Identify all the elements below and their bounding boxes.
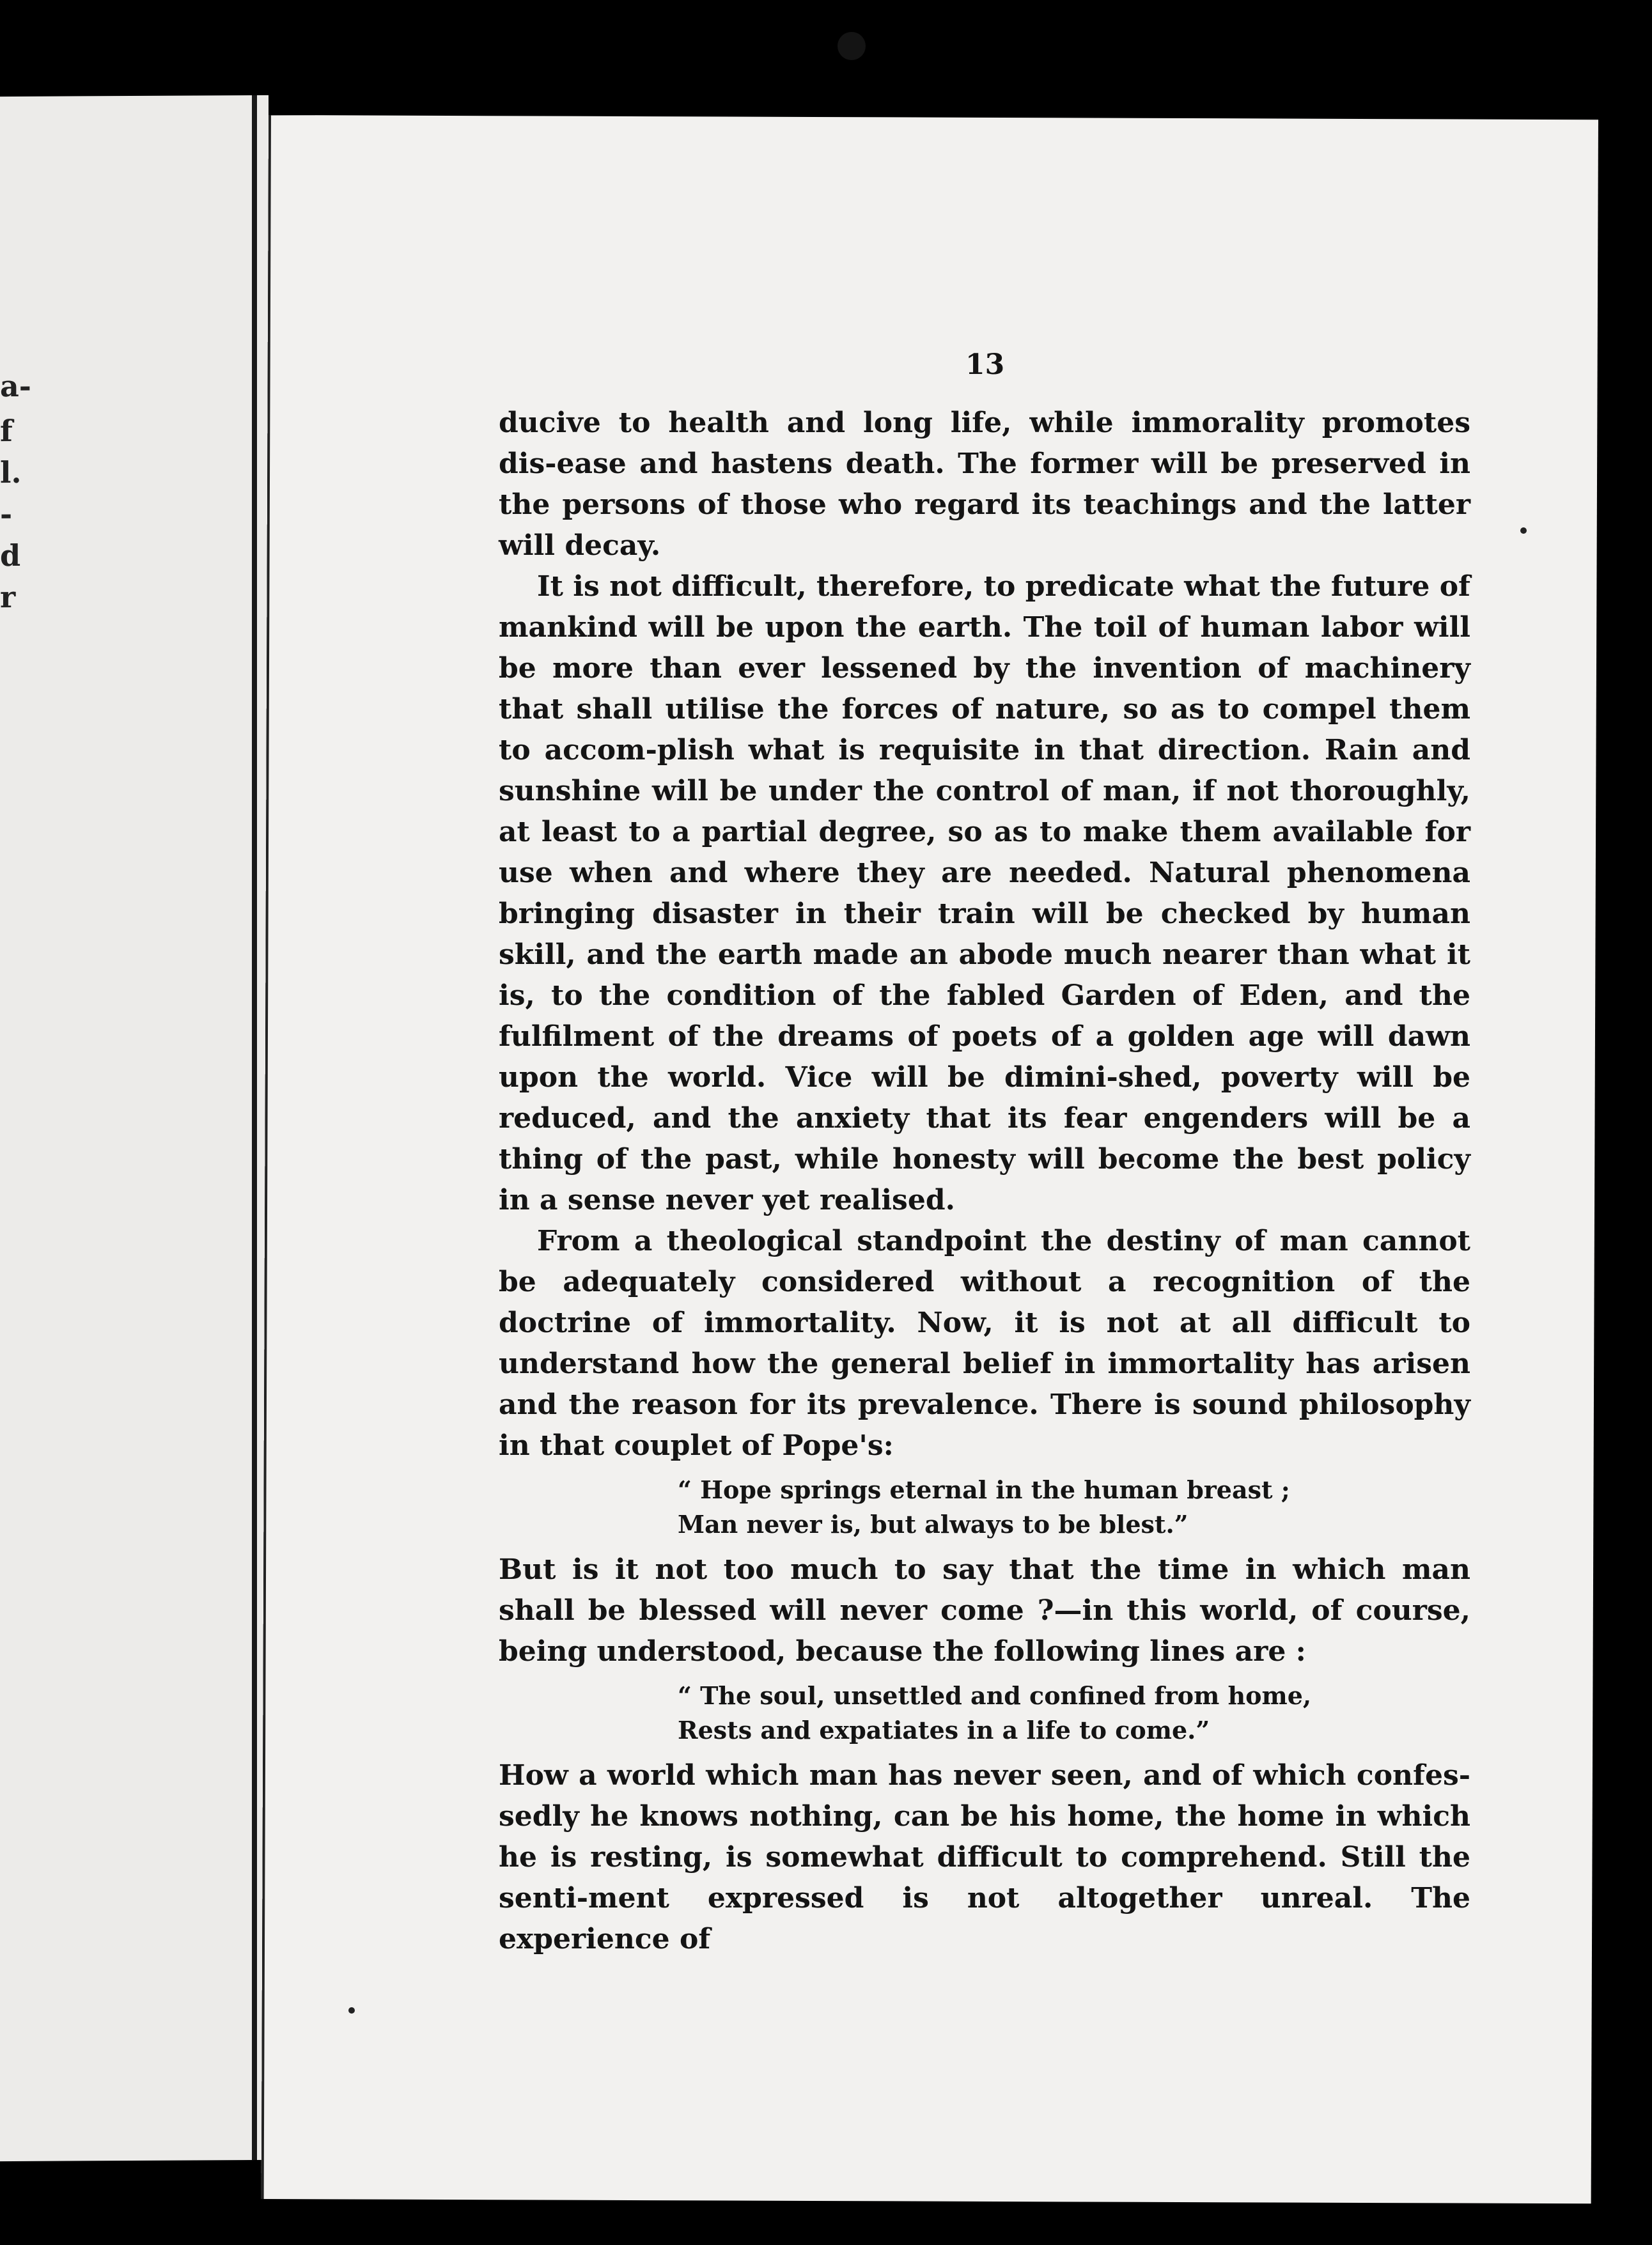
left-edge-fragment: d bbox=[0, 538, 21, 573]
verse-line: “ The soul, unsettled and confined from home, bbox=[678, 1681, 1312, 1710]
paragraph: From a theological standpoint the destiny of man cannot be adequately considered without a recognition of the doctrine of immortality. Now, it is not at all difficult to understand how the general belief in immortality has arisen and the reason for its prevalence. There is sound philosophy in that couplet of Pope's: bbox=[499, 1225, 1470, 1462]
verse-line: Man never is, but always to be blest.” bbox=[678, 1510, 1188, 1539]
left-edge-fragment: f bbox=[0, 413, 13, 449]
verse-line: Rests and expatiates in a life to come.” bbox=[678, 1716, 1210, 1744]
left-page bbox=[0, 95, 269, 2161]
paragraph: ducive to health and long life, while immorality promotes dis-ease and hastens death. The former will be preserved in the persons of those who regard its teachings and the latter will decay. bbox=[499, 407, 1470, 562]
page-body bbox=[499, 403, 1470, 1960]
page-gutter bbox=[252, 95, 257, 2160]
paragraph: How a world which man has never seen, and of which confes-sedly he knows nothing, can be his home, the home in which he is resting, is somewhat difficult to comprehend. Still the senti-ment expressed is not altogether unreal. The experience of bbox=[499, 1759, 1470, 1955]
paragraph: It is not difficult, therefore, to predicate what the future of mankind will be upon the earth. The toil of human labor will be more than ever lessened by the invention of machinery that shall utilise the forces of nature, so as to compel them to accom-plish what is requisite in that direction. Rain and sunshine will be under the control of man, if not thoroughly, at least to a partial degree, so as to make them available for use when and where they are needed. Natural phenomena bringing disaster in their train will be checked by human skill, and the earth made an abode much nearer than what it is, to the condition of the fabled Garden of Eden, and the fulfilment of the dreams of poets of a golden age will dawn upon the world. Vice will be dimini-shed, poverty will be reduced, and the anxiety that its fear engenders will be a thing of the past, while honesty will become the best policy in a sense never yet realised. bbox=[499, 570, 1470, 1216]
scan-speck bbox=[838, 32, 866, 60]
verse-line: “ Hope springs eternal in the human breast ; bbox=[678, 1475, 1290, 1504]
scan-speck bbox=[1520, 527, 1527, 534]
paragraph: But is it not too much to say that the time in which man shall be blessed will never come ?—in this world, of course, being understood, because the following lines are : bbox=[499, 1553, 1470, 1668]
page-number: 13 bbox=[965, 348, 1005, 381]
verse-quote bbox=[499, 1473, 1470, 1542]
verse-quote bbox=[499, 1679, 1470, 1748]
left-edge-fragment: l. bbox=[0, 454, 22, 490]
left-edge-fragment: r bbox=[0, 579, 16, 615]
left-edge-fragment: a- bbox=[0, 368, 31, 404]
left-edge-fragment: - bbox=[0, 496, 13, 532]
scan-speck bbox=[348, 2007, 355, 2014]
